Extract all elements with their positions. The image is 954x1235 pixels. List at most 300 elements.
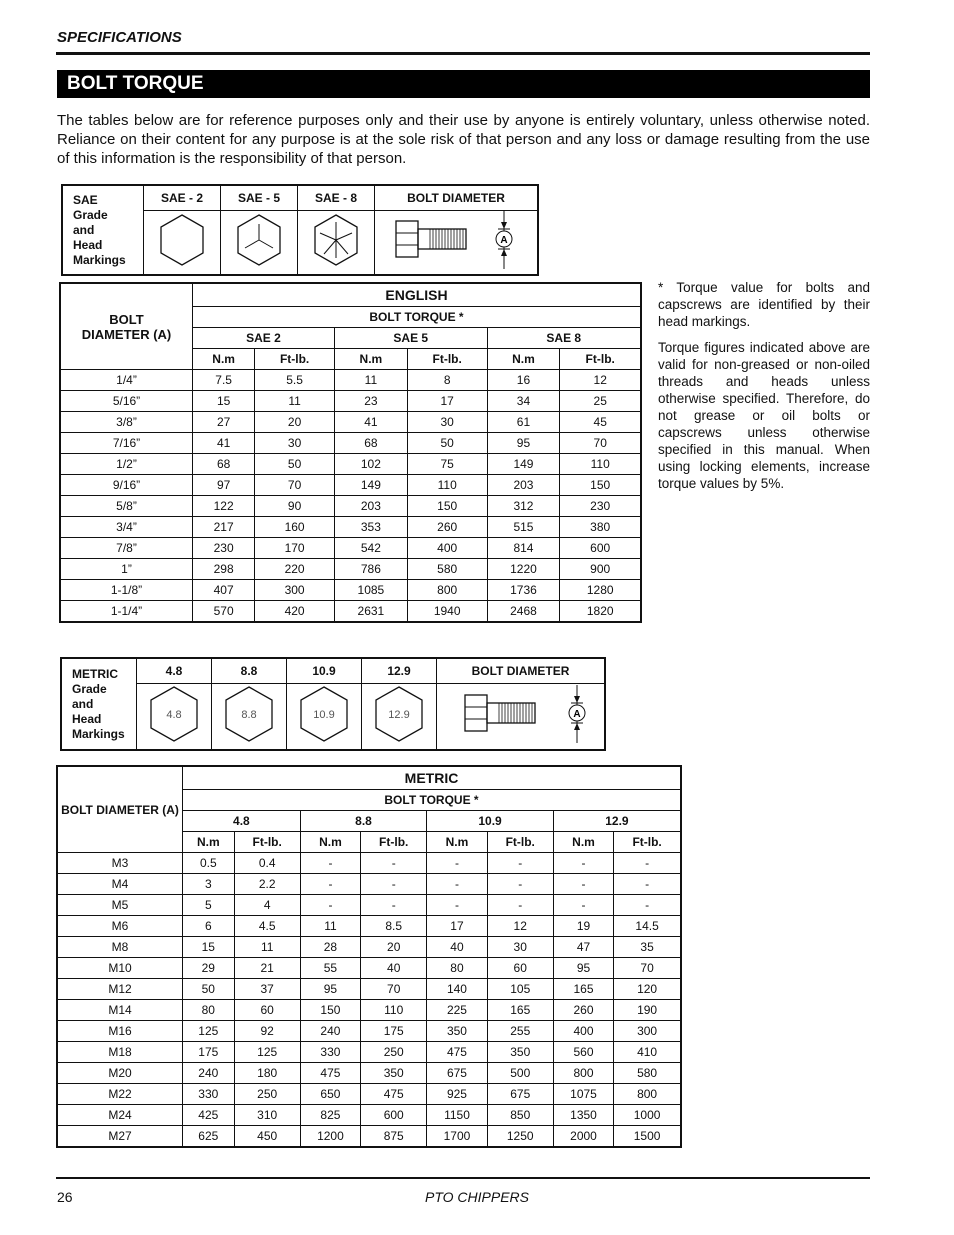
torque-value-cell: 2631 xyxy=(334,601,407,623)
torque-value-cell: 3 xyxy=(183,874,235,895)
torque-value-cell: 310 xyxy=(234,1105,300,1126)
metric-title: METRIC xyxy=(183,766,682,790)
intro-paragraph: The tables below are for reference purposes only and their use by anyone is entirely voluntary, unless otherwise noted. Reliance on their content for any purpose is at the sole risk of that person and any loss or damage resulting from the use of this information is the responsibility of that person. xyxy=(57,112,870,167)
torque-value-cell: 41 xyxy=(193,433,255,454)
table-row xyxy=(57,916,681,937)
bolt-size-cell: 5/16” xyxy=(60,391,193,412)
grade-header: 10.9 xyxy=(427,811,554,832)
english-title: ENGLISH xyxy=(193,283,642,307)
torque-value-cell: 298 xyxy=(193,559,255,580)
torque-value-cell: 255 xyxy=(487,1021,553,1042)
torque-value-cell: 27 xyxy=(193,412,255,433)
bolt-size-cell: 1-1/4” xyxy=(60,601,193,623)
torque-value-cell: 225 xyxy=(427,1000,487,1021)
torque-value-cell: 37 xyxy=(234,979,300,1000)
note-head-markings: * Torque value for bolts and capscrews are identified by their head markings. xyxy=(658,280,870,329)
torque-value-cell: - xyxy=(487,895,553,916)
table-row xyxy=(60,580,641,601)
unit-header: Ft-lb. xyxy=(361,832,427,853)
metric-hex-head-icon xyxy=(287,684,362,751)
torque-value-cell: 1150 xyxy=(427,1105,487,1126)
torque-value-cell: 353 xyxy=(334,517,407,538)
torque-value-cell: 580 xyxy=(407,559,487,580)
note-lubrication: Torque figures indicated above are valid for non-greased or non-oiled threads and heads unless otherwise specified. Therefore, do not grease or oil bolts or capscrews unless otherwise specified in this manual. When using locking elements, increase torque values by 5%. xyxy=(658,340,870,491)
torque-value-cell: 650 xyxy=(300,1084,360,1105)
torque-value-cell: - xyxy=(614,853,681,874)
torque-value-cell: 4 xyxy=(234,895,300,916)
bolt-size-cell: 1/4” xyxy=(60,370,193,391)
torque-value-cell: 68 xyxy=(334,433,407,454)
unit-header: Ft-lb. xyxy=(560,349,641,370)
torque-value-cell: 800 xyxy=(614,1084,681,1105)
torque-value-cell: 175 xyxy=(361,1021,427,1042)
table-row xyxy=(60,601,641,623)
table-row xyxy=(60,454,641,475)
torque-value-cell: 110 xyxy=(560,454,641,475)
torque-value-cell: 11 xyxy=(334,370,407,391)
a-label: A xyxy=(500,235,508,246)
torque-value-cell: 68 xyxy=(193,454,255,475)
torque-value-cell: 250 xyxy=(234,1084,300,1105)
table-row xyxy=(60,517,641,538)
metric-head-markings-table xyxy=(60,657,606,751)
bolt-size-cell: M22 xyxy=(57,1084,183,1105)
torque-value-cell: 542 xyxy=(334,538,407,559)
torque-value-cell: 425 xyxy=(183,1105,235,1126)
table-row xyxy=(57,958,681,979)
hex-grade-label: 12.9 xyxy=(388,709,410,721)
torque-value-cell: 125 xyxy=(183,1021,235,1042)
torque-value-cell: 45 xyxy=(560,412,641,433)
torque-value-cell: 312 xyxy=(487,496,560,517)
bolt-size-cell: M4 xyxy=(57,874,183,895)
torque-value-cell: - xyxy=(553,853,613,874)
torque-value-cell: 70 xyxy=(255,475,335,496)
torque-value-cell: 17 xyxy=(427,916,487,937)
torque-value-cell: 125 xyxy=(234,1042,300,1063)
bolt-size-cell: M24 xyxy=(57,1105,183,1126)
torque-value-cell: 875 xyxy=(361,1126,427,1148)
torque-value-cell: 47 xyxy=(553,937,613,958)
torque-value-cell: 175 xyxy=(183,1042,235,1063)
torque-value-cell: 110 xyxy=(407,475,487,496)
torque-value-cell: 23 xyxy=(334,391,407,412)
metric-torque-table xyxy=(56,765,682,1148)
torque-value-cell: 165 xyxy=(553,979,613,1000)
table-row xyxy=(60,559,641,580)
unit-header: Ft-lb. xyxy=(407,349,487,370)
table-row xyxy=(57,1126,681,1148)
bolt-size-cell: 5/8” xyxy=(60,496,193,517)
grade-10-9-header: 10.9 xyxy=(287,658,362,684)
torque-value-cell: 217 xyxy=(193,517,255,538)
table-row xyxy=(57,1000,681,1021)
torque-value-cell: - xyxy=(300,853,360,874)
sae-head-markings-table xyxy=(61,184,539,276)
torque-value-cell: 50 xyxy=(255,454,335,475)
torque-value-cell: 122 xyxy=(193,496,255,517)
table-row xyxy=(57,979,681,1000)
sae-5-header: SAE - 5 xyxy=(221,185,298,211)
torque-value-cell: 1085 xyxy=(334,580,407,601)
torque-value-cell: 800 xyxy=(553,1063,613,1084)
english-bolt-torque-header: BOLT TORQUE * xyxy=(193,307,642,328)
torque-value-cell: 11 xyxy=(255,391,335,412)
torque-value-cell: 102 xyxy=(334,454,407,475)
sae-marks-label: SAE Grade and Head Markings xyxy=(62,185,144,275)
bolt-size-cell: 3/8” xyxy=(60,412,193,433)
torque-value-cell: 50 xyxy=(183,979,235,1000)
torque-value-cell: 675 xyxy=(427,1063,487,1084)
torque-value-cell: 190 xyxy=(614,1000,681,1021)
torque-value-cell: 150 xyxy=(300,1000,360,1021)
torque-value-cell: 1250 xyxy=(487,1126,553,1148)
torque-value-cell: 110 xyxy=(361,1000,427,1021)
torque-value-cell: 150 xyxy=(560,475,641,496)
torque-value-cell: 8 xyxy=(407,370,487,391)
torque-value-cell: - xyxy=(487,874,553,895)
torque-value-cell: 28 xyxy=(300,937,360,958)
torque-value-cell: 80 xyxy=(183,1000,235,1021)
torque-value-cell: 1220 xyxy=(487,559,560,580)
bolt-size-cell: 9/16” xyxy=(60,475,193,496)
torque-value-cell: 410 xyxy=(614,1042,681,1063)
torque-value-cell: 1075 xyxy=(553,1084,613,1105)
torque-value-cell: 12 xyxy=(560,370,641,391)
torque-notes xyxy=(658,279,870,501)
unit-header: N.m xyxy=(300,832,360,853)
torque-value-cell: 160 xyxy=(255,517,335,538)
torque-value-cell: 4.5 xyxy=(234,916,300,937)
torque-value-cell: 300 xyxy=(614,1021,681,1042)
bolt-size-cell: M6 xyxy=(57,916,183,937)
table-row xyxy=(57,1042,681,1063)
torque-value-cell: 15 xyxy=(183,937,235,958)
page-banner: BOLT TORQUE xyxy=(57,70,870,98)
hex-grade-label: 4.8 xyxy=(166,709,182,721)
torque-value-cell: 95 xyxy=(487,433,560,454)
grade-header: SAE 2 xyxy=(193,328,335,349)
torque-value-cell: 40 xyxy=(427,937,487,958)
unit-header: Ft-lb. xyxy=(255,349,335,370)
torque-value-cell: 475 xyxy=(300,1063,360,1084)
metric-hex-head-icon xyxy=(137,684,212,751)
torque-value-cell: 2468 xyxy=(487,601,560,623)
torque-value-cell: 75 xyxy=(407,454,487,475)
table-row xyxy=(57,895,681,916)
bolt-size-cell: M16 xyxy=(57,1021,183,1042)
section-title: SPECIFICATIONS xyxy=(57,29,182,46)
torque-value-cell: 230 xyxy=(560,496,641,517)
torque-value-cell: 30 xyxy=(487,937,553,958)
torque-value-cell: 203 xyxy=(487,475,560,496)
torque-value-cell: 260 xyxy=(553,1000,613,1021)
torque-value-cell: - xyxy=(553,895,613,916)
torque-value-cell: 29 xyxy=(183,958,235,979)
torque-value-cell: 19 xyxy=(553,916,613,937)
sae-5-hex-icon xyxy=(221,211,298,276)
bolt-size-cell: M27 xyxy=(57,1126,183,1148)
torque-value-cell: 407 xyxy=(193,580,255,601)
torque-value-cell: 580 xyxy=(614,1063,681,1084)
torque-value-cell: 60 xyxy=(234,1000,300,1021)
torque-value-cell: 55 xyxy=(300,958,360,979)
unit-header: Ft-lb. xyxy=(614,832,681,853)
torque-value-cell: 240 xyxy=(183,1063,235,1084)
bolt-size-cell: M8 xyxy=(57,937,183,958)
table-row xyxy=(57,1021,681,1042)
torque-value-cell: 34 xyxy=(487,391,560,412)
torque-value-cell: 1350 xyxy=(553,1105,613,1126)
torque-value-cell: 400 xyxy=(407,538,487,559)
page-number: 26 xyxy=(57,1189,73,1205)
torque-value-cell: 475 xyxy=(427,1042,487,1063)
torque-value-cell: 60 xyxy=(487,958,553,979)
torque-value-cell: - xyxy=(553,874,613,895)
bolt-size-cell: M12 xyxy=(57,979,183,1000)
torque-value-cell: 97 xyxy=(193,475,255,496)
torque-value-cell: 20 xyxy=(255,412,335,433)
unit-header: Ft-lb. xyxy=(487,832,553,853)
torque-value-cell: 120 xyxy=(614,979,681,1000)
torque-value-cell: 2.2 xyxy=(234,874,300,895)
torque-value-cell: 250 xyxy=(361,1042,427,1063)
torque-value-cell: 0.4 xyxy=(234,853,300,874)
torque-value-cell: 80 xyxy=(427,958,487,979)
torque-value-cell: 149 xyxy=(334,475,407,496)
torque-value-cell: 400 xyxy=(553,1021,613,1042)
torque-value-cell: - xyxy=(614,874,681,895)
bolt-size-cell: M14 xyxy=(57,1000,183,1021)
bolt-size-cell: M5 xyxy=(57,895,183,916)
sae-8-hex-icon xyxy=(298,211,375,276)
grade-header: SAE 8 xyxy=(487,328,641,349)
sae-2-header: SAE - 2 xyxy=(144,185,221,211)
bolt-diameter-header: BOLT DIAMETER xyxy=(375,185,539,211)
grade-header: SAE 5 xyxy=(334,328,487,349)
torque-value-cell: 203 xyxy=(334,496,407,517)
torque-value-cell: 15 xyxy=(193,391,255,412)
sae-8-header: SAE - 8 xyxy=(298,185,375,211)
torque-value-cell: 825 xyxy=(300,1105,360,1126)
grade-8-8-header: 8.8 xyxy=(212,658,287,684)
torque-value-cell: - xyxy=(361,895,427,916)
english-torque-table xyxy=(59,282,642,623)
torque-value-cell: 570 xyxy=(193,601,255,623)
bolt-size-cell: 7/8” xyxy=(60,538,193,559)
grade-12-9-header: 12.9 xyxy=(362,658,437,684)
torque-value-cell: - xyxy=(300,874,360,895)
torque-value-cell: 560 xyxy=(553,1042,613,1063)
torque-value-cell: - xyxy=(300,895,360,916)
torque-value-cell: 300 xyxy=(255,580,335,601)
bolt-diameter-header: BOLT DIAMETER xyxy=(437,658,606,684)
torque-value-cell: 1736 xyxy=(487,580,560,601)
torque-value-cell: 1700 xyxy=(427,1126,487,1148)
torque-value-cell: 105 xyxy=(487,979,553,1000)
torque-value-cell: 0.5 xyxy=(183,853,235,874)
metric-hex-head-icon xyxy=(212,684,287,751)
torque-value-cell: 786 xyxy=(334,559,407,580)
footer-title: PTO CHIPPERS xyxy=(425,1189,529,1205)
grade-4-8-header: 4.8 xyxy=(137,658,212,684)
torque-value-cell: 350 xyxy=(427,1021,487,1042)
table-row xyxy=(60,496,641,517)
torque-value-cell: 40 xyxy=(361,958,427,979)
torque-value-cell: 600 xyxy=(361,1105,427,1126)
torque-value-cell: 17 xyxy=(407,391,487,412)
torque-value-cell: 515 xyxy=(487,517,560,538)
metric-bolt-torque-header: BOLT TORQUE * xyxy=(183,790,682,811)
torque-value-cell: 12 xyxy=(487,916,553,937)
torque-value-cell: 925 xyxy=(427,1084,487,1105)
torque-value-cell: 1500 xyxy=(614,1126,681,1148)
torque-value-cell: 14.5 xyxy=(614,916,681,937)
torque-value-cell: 220 xyxy=(255,559,335,580)
torque-value-cell: - xyxy=(487,853,553,874)
torque-value-cell: 330 xyxy=(300,1042,360,1063)
unit-header: Ft-lb. xyxy=(234,832,300,853)
torque-value-cell: 170 xyxy=(255,538,335,559)
torque-value-cell: 95 xyxy=(553,958,613,979)
torque-value-cell: 260 xyxy=(407,517,487,538)
hex-grade-label: 8.8 xyxy=(241,709,257,721)
torque-value-cell: 1280 xyxy=(560,580,641,601)
torque-value-cell: - xyxy=(427,895,487,916)
sae-2-hex-icon xyxy=(144,211,221,276)
torque-value-cell: 30 xyxy=(255,433,335,454)
bolt-size-cell: 1” xyxy=(60,559,193,580)
torque-value-cell: 165 xyxy=(487,1000,553,1021)
torque-value-cell: 350 xyxy=(361,1063,427,1084)
hex-grade-label: 10.9 xyxy=(313,709,335,721)
table-row xyxy=(60,475,641,496)
torque-value-cell: 61 xyxy=(487,412,560,433)
table-row xyxy=(57,853,681,874)
torque-value-cell: 2000 xyxy=(553,1126,613,1148)
bolt-diagram-icon xyxy=(437,684,606,751)
bolt-diameter-col-header: BOLT DIAMETER (A) xyxy=(60,283,193,370)
table-row xyxy=(57,874,681,895)
torque-value-cell: 50 xyxy=(407,433,487,454)
torque-value-cell: 1820 xyxy=(560,601,641,623)
torque-value-cell: 675 xyxy=(487,1084,553,1105)
unit-header: N.m xyxy=(553,832,613,853)
torque-value-cell: 800 xyxy=(407,580,487,601)
torque-value-cell: 380 xyxy=(560,517,641,538)
torque-value-cell: 6 xyxy=(183,916,235,937)
torque-value-cell: 230 xyxy=(193,538,255,559)
bolt-size-cell: M18 xyxy=(57,1042,183,1063)
torque-value-cell: 600 xyxy=(560,538,641,559)
torque-value-cell: 149 xyxy=(487,454,560,475)
bolt-size-cell: 3/4” xyxy=(60,517,193,538)
torque-value-cell: 90 xyxy=(255,496,335,517)
metric-marks-label: METRIC Grade and Head Markings xyxy=(61,658,137,750)
torque-value-cell: 350 xyxy=(487,1042,553,1063)
torque-value-cell: 330 xyxy=(183,1084,235,1105)
torque-value-cell: 8.5 xyxy=(361,916,427,937)
torque-value-cell: - xyxy=(361,874,427,895)
bolt-diameter-col-header: BOLT DIAMETER (A) xyxy=(57,766,183,853)
torque-value-cell: 20 xyxy=(361,937,427,958)
torque-value-cell: - xyxy=(614,895,681,916)
metric-hex-head-icon xyxy=(362,684,437,751)
bolt-size-cell: M20 xyxy=(57,1063,183,1084)
torque-value-cell: 475 xyxy=(361,1084,427,1105)
table-row xyxy=(60,433,641,454)
torque-value-cell: 180 xyxy=(234,1063,300,1084)
torque-value-cell: 625 xyxy=(183,1126,235,1148)
grade-header: 8.8 xyxy=(300,811,427,832)
torque-value-cell: 95 xyxy=(300,979,360,1000)
unit-header: N.m xyxy=(193,349,255,370)
torque-value-cell: 5.5 xyxy=(255,370,335,391)
bolt-size-cell: 1-1/8” xyxy=(60,580,193,601)
table-row xyxy=(60,412,641,433)
footer-rule xyxy=(56,1177,870,1179)
unit-header: N.m xyxy=(427,832,487,853)
header-rule xyxy=(56,52,870,55)
bolt-size-cell: M10 xyxy=(57,958,183,979)
torque-value-cell: 814 xyxy=(487,538,560,559)
table-row xyxy=(60,391,641,412)
torque-value-cell: 11 xyxy=(234,937,300,958)
torque-value-cell: 1000 xyxy=(614,1105,681,1126)
torque-value-cell: - xyxy=(361,853,427,874)
torque-value-cell: 900 xyxy=(560,559,641,580)
grade-header: 12.9 xyxy=(553,811,681,832)
torque-value-cell: 41 xyxy=(334,412,407,433)
torque-value-cell: 420 xyxy=(255,601,335,623)
torque-value-cell: 5 xyxy=(183,895,235,916)
table-row xyxy=(60,538,641,559)
torque-value-cell: 25 xyxy=(560,391,641,412)
unit-header: N.m xyxy=(487,349,560,370)
table-row xyxy=(57,1084,681,1105)
table-row xyxy=(57,1105,681,1126)
torque-value-cell: - xyxy=(427,874,487,895)
table-row xyxy=(57,937,681,958)
torque-value-cell: 140 xyxy=(427,979,487,1000)
torque-value-cell: 16 xyxy=(487,370,560,391)
torque-value-cell: 850 xyxy=(487,1105,553,1126)
torque-value-cell: 70 xyxy=(361,979,427,1000)
torque-value-cell: 500 xyxy=(487,1063,553,1084)
a-label: A xyxy=(572,709,581,720)
torque-value-cell: 450 xyxy=(234,1126,300,1148)
table-row xyxy=(60,370,641,391)
torque-value-cell: 30 xyxy=(407,412,487,433)
bolt-size-cell: 7/16” xyxy=(60,433,193,454)
torque-value-cell: 150 xyxy=(407,496,487,517)
torque-value-cell: 240 xyxy=(300,1021,360,1042)
torque-value-cell: 1200 xyxy=(300,1126,360,1148)
unit-header: N.m xyxy=(183,832,235,853)
torque-value-cell: 21 xyxy=(234,958,300,979)
table-row xyxy=(57,1063,681,1084)
torque-value-cell: 11 xyxy=(300,916,360,937)
torque-value-cell: 70 xyxy=(614,958,681,979)
torque-value-cell: 35 xyxy=(614,937,681,958)
bolt-size-cell: 1/2” xyxy=(60,454,193,475)
torque-value-cell: 7.5 xyxy=(193,370,255,391)
torque-value-cell: - xyxy=(427,853,487,874)
torque-value-cell: 92 xyxy=(234,1021,300,1042)
torque-value-cell: 1940 xyxy=(407,601,487,623)
bolt-diagram-icon xyxy=(375,211,539,276)
bolt-size-cell: M3 xyxy=(57,853,183,874)
